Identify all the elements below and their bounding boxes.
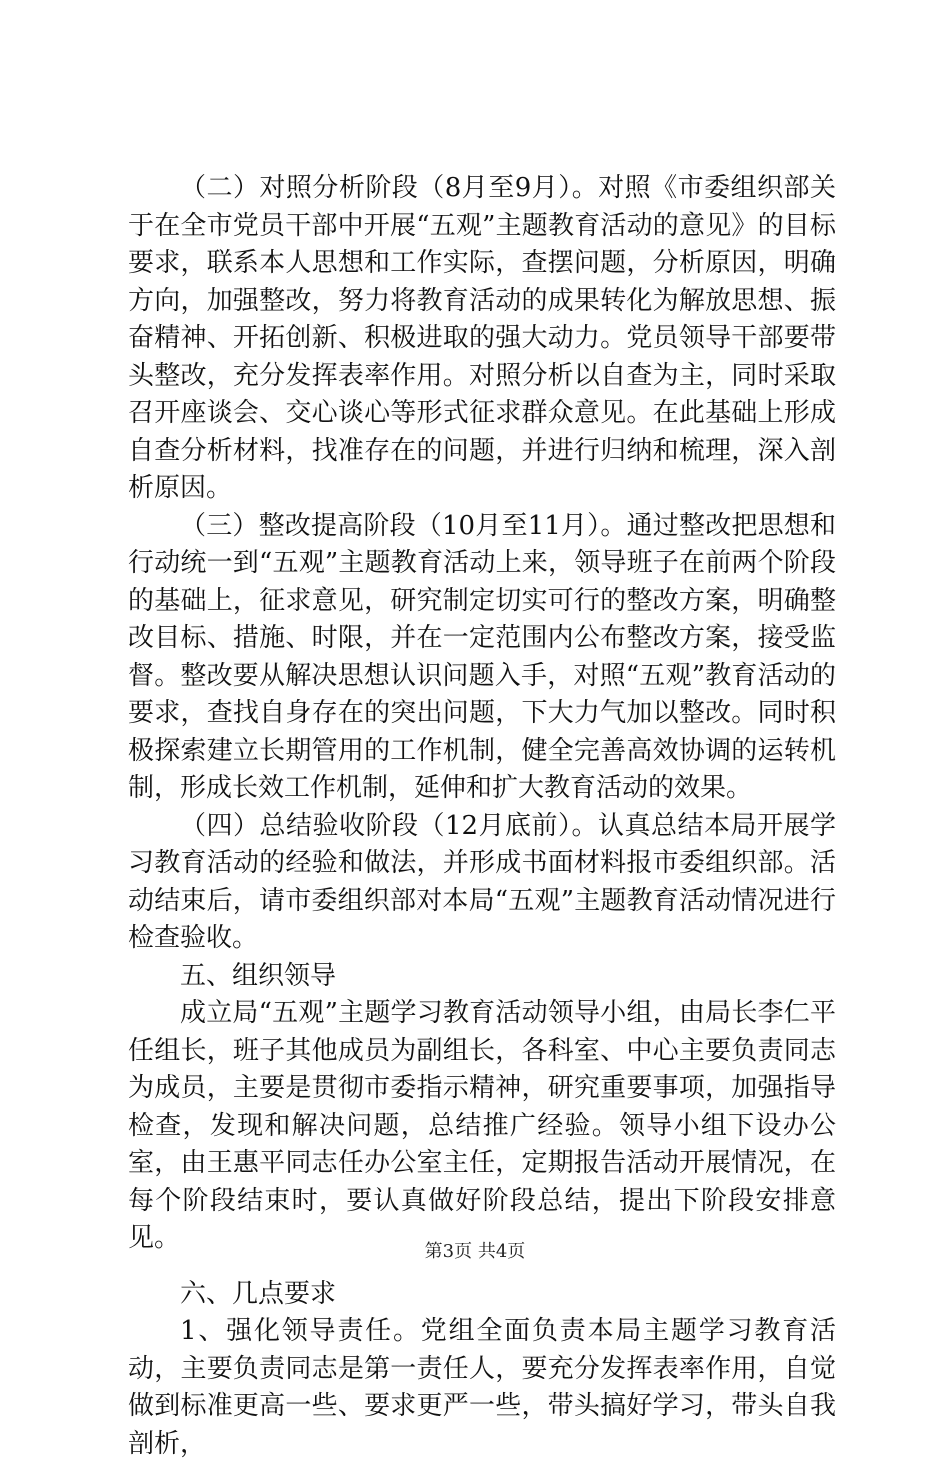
- paragraph-comparison-stage: （二）对照分析阶段（8月至9月）。对照《市委组织部关于在全市党员干部中开展“五观”主题教育活动的意见》的目标要求，联系本人思想和工作实际，查摆问题，分析原因，明确方向，加强整改，努力将教育活动的成果转化为解放思想、振奋精神、开拓创新、积极进取的强大动力。党员领导干部要带头整改，充分发挥表率作用。对照分析以自查为主，同时采取召开座谈会、交心谈心等形式征求群众意见。在此基础上形成自查分析材料，找准存在的问题，并进行归纳和梳理，深入剖析原因。: [128, 173, 836, 503]
- section-heading-organization: 五、组织领导: [180, 960, 337, 991]
- paragraph-organization: 成立局“五观”主题学习教育活动领导小组，由局长李仁平任组长，班子其他成员为副组长，各科室、中心主要负责同志为成员，主要是贯彻市委指示精神，研究重要事项，加强指导检查，发现和解决问题，总结推广经验。领导小组下设办公室，由王惠平同志任办公室主任，定期报告活动开展情况，在每个阶段结束时，要认真做好阶段总结，提出下阶段安排意见。: [128, 998, 836, 1253]
- document-body: [128, 170, 836, 1463]
- paragraph-requirement-1: 1、强化领导责任。党组全面负责本局主题学习教育活动，主要负责同志是第一责任人，要充分发挥表率作用，自觉做到标准更高一些、要求更严一些，带头搞好学习，带头自我剖析，: [128, 1316, 836, 1459]
- section-heading-requirements: 六、几点要求: [180, 1278, 337, 1309]
- paragraph-rectification-stage: （三）整改提高阶段（10月至11月）。通过整改把思想和行动统一到“五观”主题教育活动上来，领导班子在前两个阶段的基础上，征求意见，研究制定切实可行的整改方案，明确整改目标、措施、时限，并在一定范围内公布整改方案，接受监督。整改要从解决思想认识问题入手，对照“五观”教育活动的要求，查找自身存在的突出问题，下大力气加以整改。同时积极探索建立长期管用的工作机制，健全完善高效协调的运转机制，形成长效工作机制，延伸和扩大教育活动的效果。: [128, 510, 836, 803]
- paragraph-summary-stage: （四）总结验收阶段（12月底前）。认真总结本局开展学习教育活动的经验和做法，并形成书面材料报市委组织部。活动结束后，请市委组织部对本局“五观”主题教育活动情况进行检查验收。: [128, 810, 836, 953]
- page-footer: 第3页 共4页: [424, 1241, 526, 1262]
